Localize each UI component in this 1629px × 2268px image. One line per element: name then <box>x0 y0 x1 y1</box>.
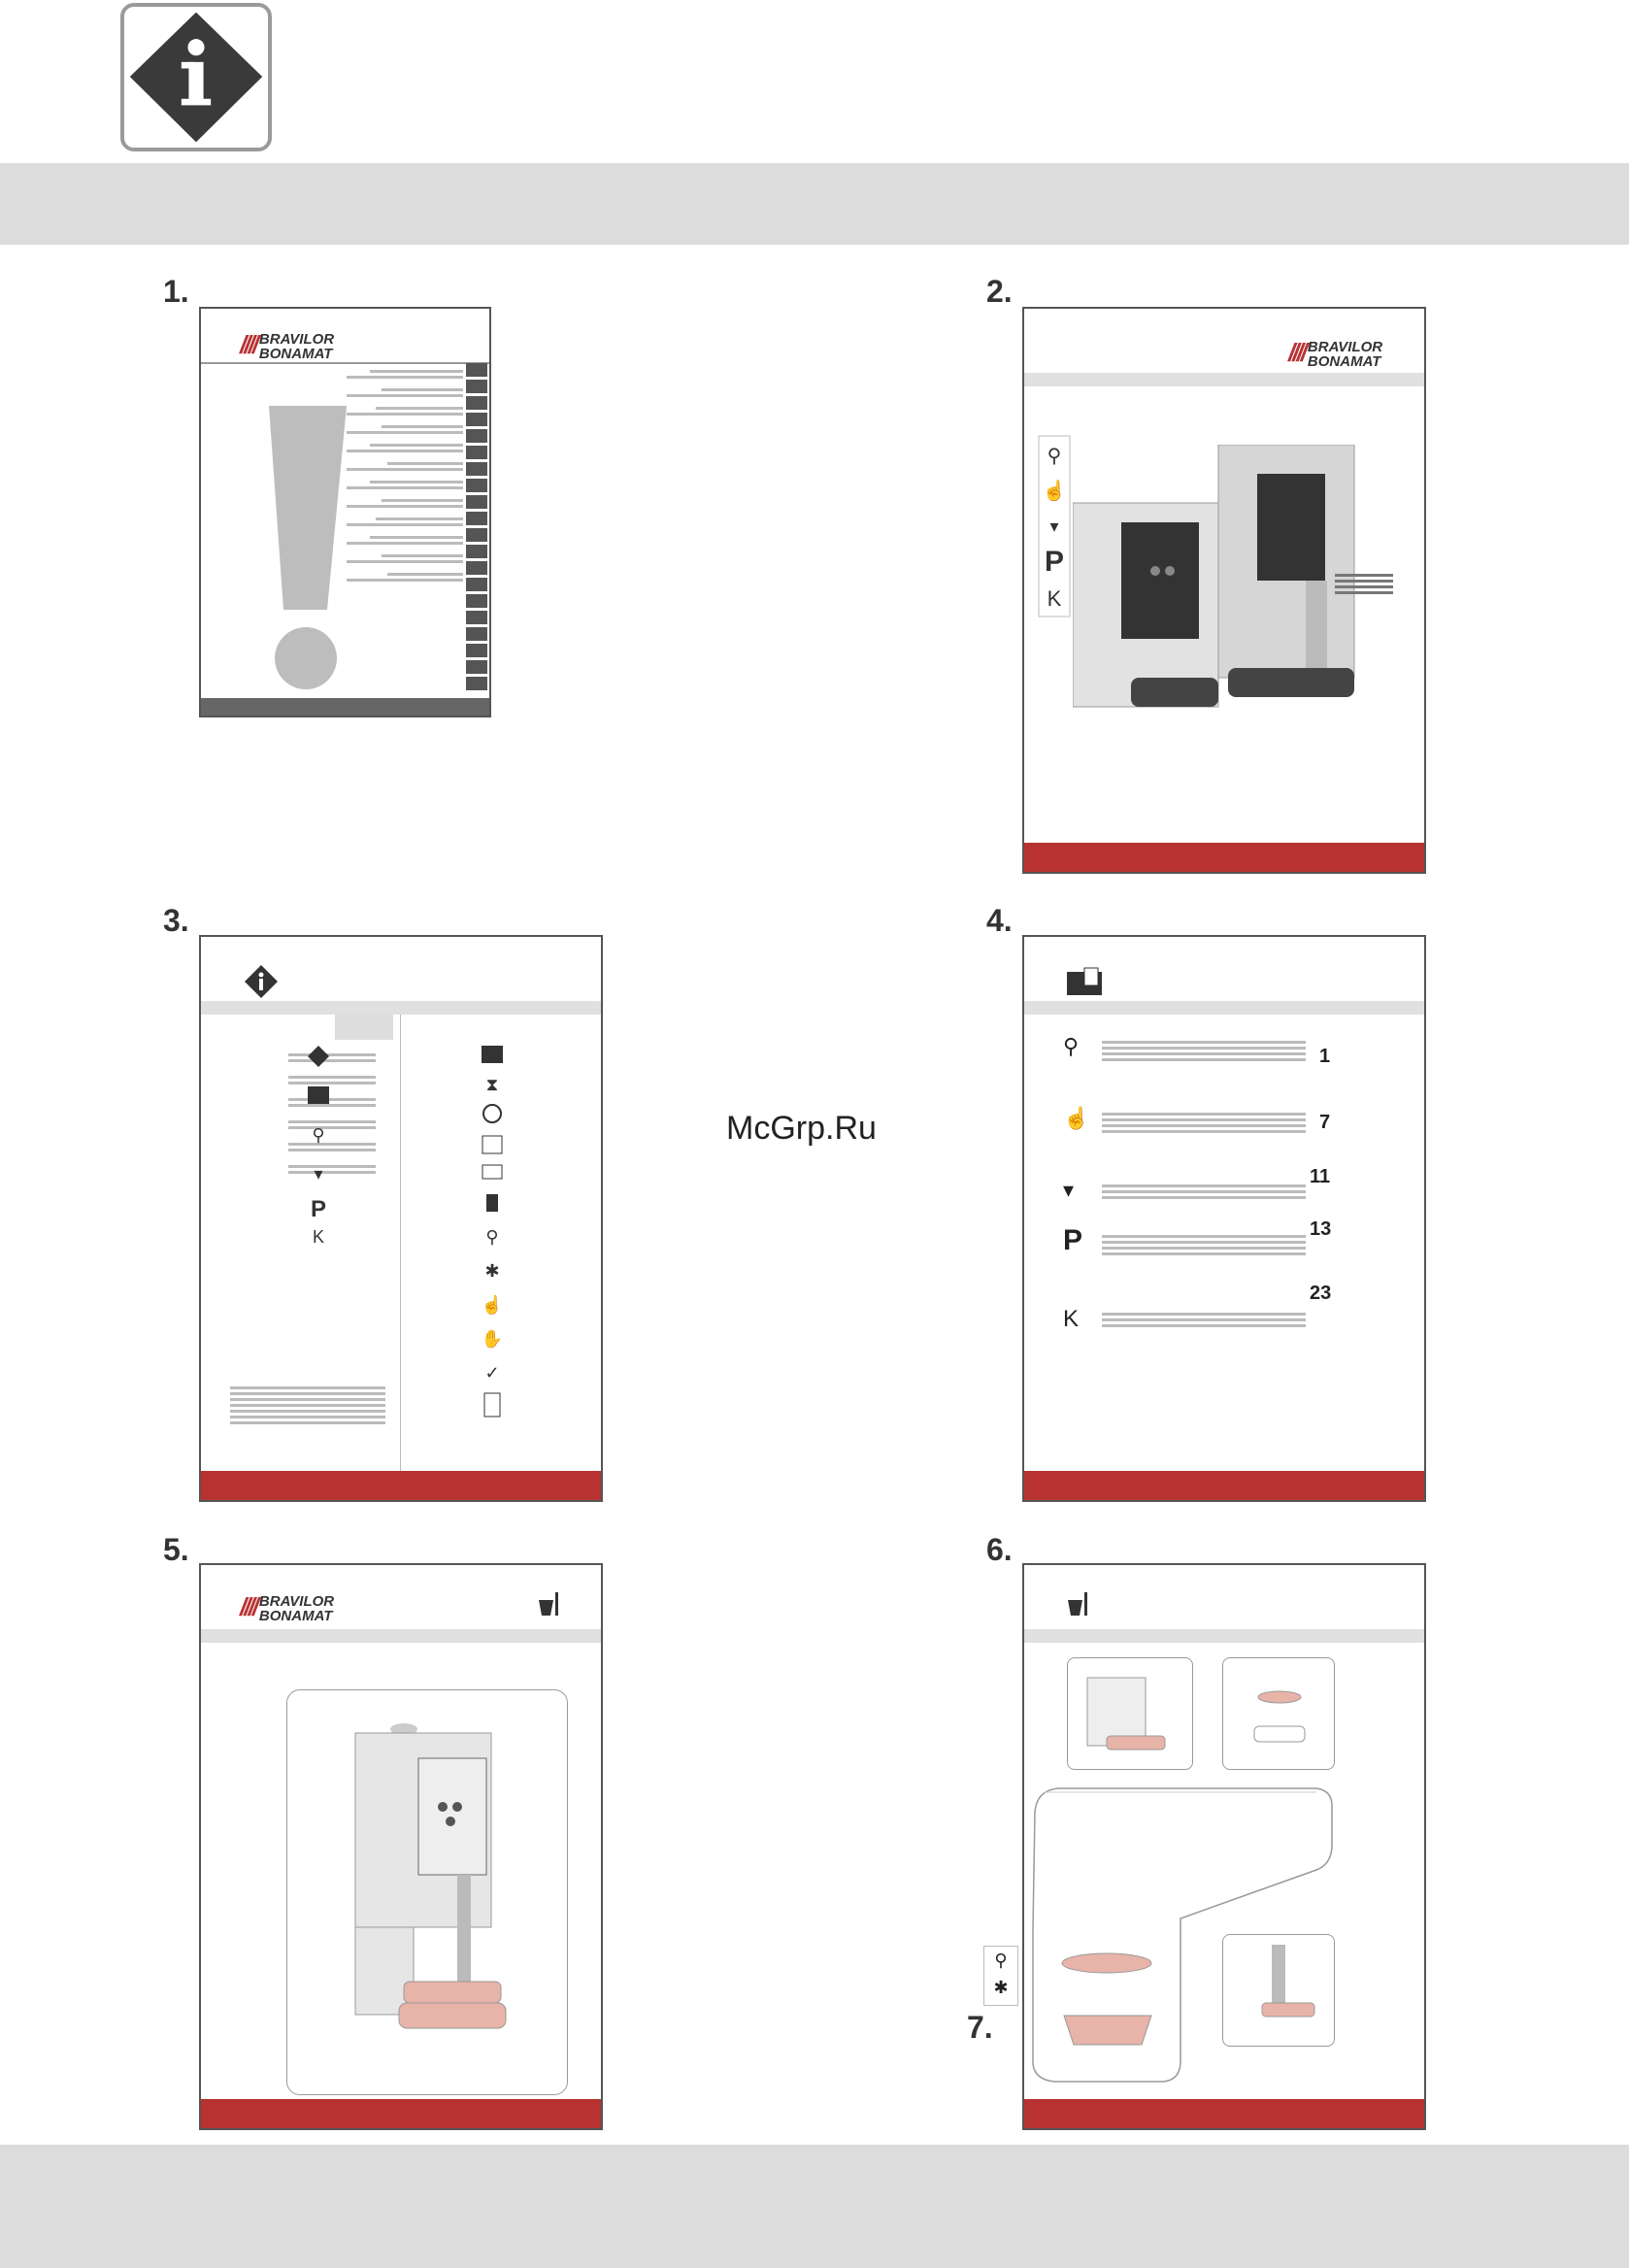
svg-text:⚲: ⚲ <box>1047 446 1062 467</box>
toc-page-number: 23 <box>1310 1283 1332 1304</box>
step-panel <box>1067 1657 1193 1770</box>
brand-logo: //// BRAVILOR BONAMAT <box>240 330 335 362</box>
machine-illustration <box>1073 445 1374 726</box>
info-diamond-icon <box>124 7 268 148</box>
machine-illustration <box>346 1719 511 2050</box>
thumbnail-cleaning-overview[interactable] <box>199 1563 603 2130</box>
footer-band <box>0 2145 1629 2268</box>
tap-icon: ⚲ <box>994 1951 1008 1970</box>
step-label-3: 3. <box>163 903 189 938</box>
thumbnail-symbols[interactable] <box>199 935 603 1502</box>
language-tabs <box>466 363 487 693</box>
step-label-2: 2. <box>986 274 1013 309</box>
brand-logo: //// BRAVILOR BONAMAT <box>1288 338 1383 370</box>
thumbnail-contents[interactable] <box>1022 935 1426 1502</box>
step-label-1: 1. <box>163 274 189 309</box>
manual-book-icon <box>1065 966 1104 997</box>
thumbnail-cover[interactable] <box>199 307 491 717</box>
step-panel <box>1222 1657 1335 1770</box>
svg-text:⚲: ⚲ <box>485 1227 499 1247</box>
svg-text:K: K <box>1047 586 1062 611</box>
symbol-column-icons <box>306 1044 331 1248</box>
info-diamond-icon <box>244 964 279 999</box>
svg-text:⧗: ⧗ <box>485 1075 499 1094</box>
magnified-callout <box>1025 1783 1336 2085</box>
toc-page-number: 1 <box>1319 1046 1331 1067</box>
cleaning-icon <box>1065 1590 1094 1619</box>
svg-text:K: K <box>312 1227 325 1247</box>
toc-page-number: 7 <box>1319 1112 1331 1133</box>
svg-text:☝: ☝ <box>1042 481 1067 502</box>
svg-text:✱: ✱ <box>484 1261 500 1281</box>
cleaning-agent-icon: ✱ <box>993 1978 1009 1997</box>
toc-page-number: 13 <box>1310 1218 1332 1240</box>
svg-text:✋: ✋ <box>481 1329 504 1349</box>
function-icons <box>983 1946 1018 2006</box>
svg-text:✓: ✓ <box>484 1363 500 1383</box>
step-label-5: 5. <box>163 1532 189 1567</box>
cleaning-icon <box>536 1590 565 1619</box>
thumbnail-product-cover[interactable] <box>1022 307 1426 874</box>
brand-logo: //// BRAVILOR BONAMAT <box>240 1592 335 1624</box>
step-label-4: 4. <box>986 903 1013 938</box>
illustration-frame <box>286 1689 568 2095</box>
svg-text:⚲: ⚲ <box>312 1125 325 1145</box>
header-band <box>0 163 1629 245</box>
svg-text:▾: ▾ <box>1049 517 1059 536</box>
symbol-column-icons-right <box>479 1044 506 1422</box>
step-label-7: 7. <box>967 2010 993 2045</box>
step-label-6: 6. <box>986 1532 1013 1567</box>
function-icons <box>1038 435 1071 624</box>
svg-text:P: P <box>310 1196 327 1222</box>
info-badge <box>120 3 272 151</box>
watermark: McGrp.Ru <box>726 1110 877 1147</box>
svg-text:☝: ☝ <box>481 1295 504 1315</box>
toc-page-number: 11 <box>1310 1166 1331 1187</box>
svg-text:▾: ▾ <box>314 1164 323 1184</box>
svg-text:P: P <box>1044 546 1065 578</box>
contents-list: ⚲ ☝ ▾ P K <box>1063 1034 1315 1354</box>
